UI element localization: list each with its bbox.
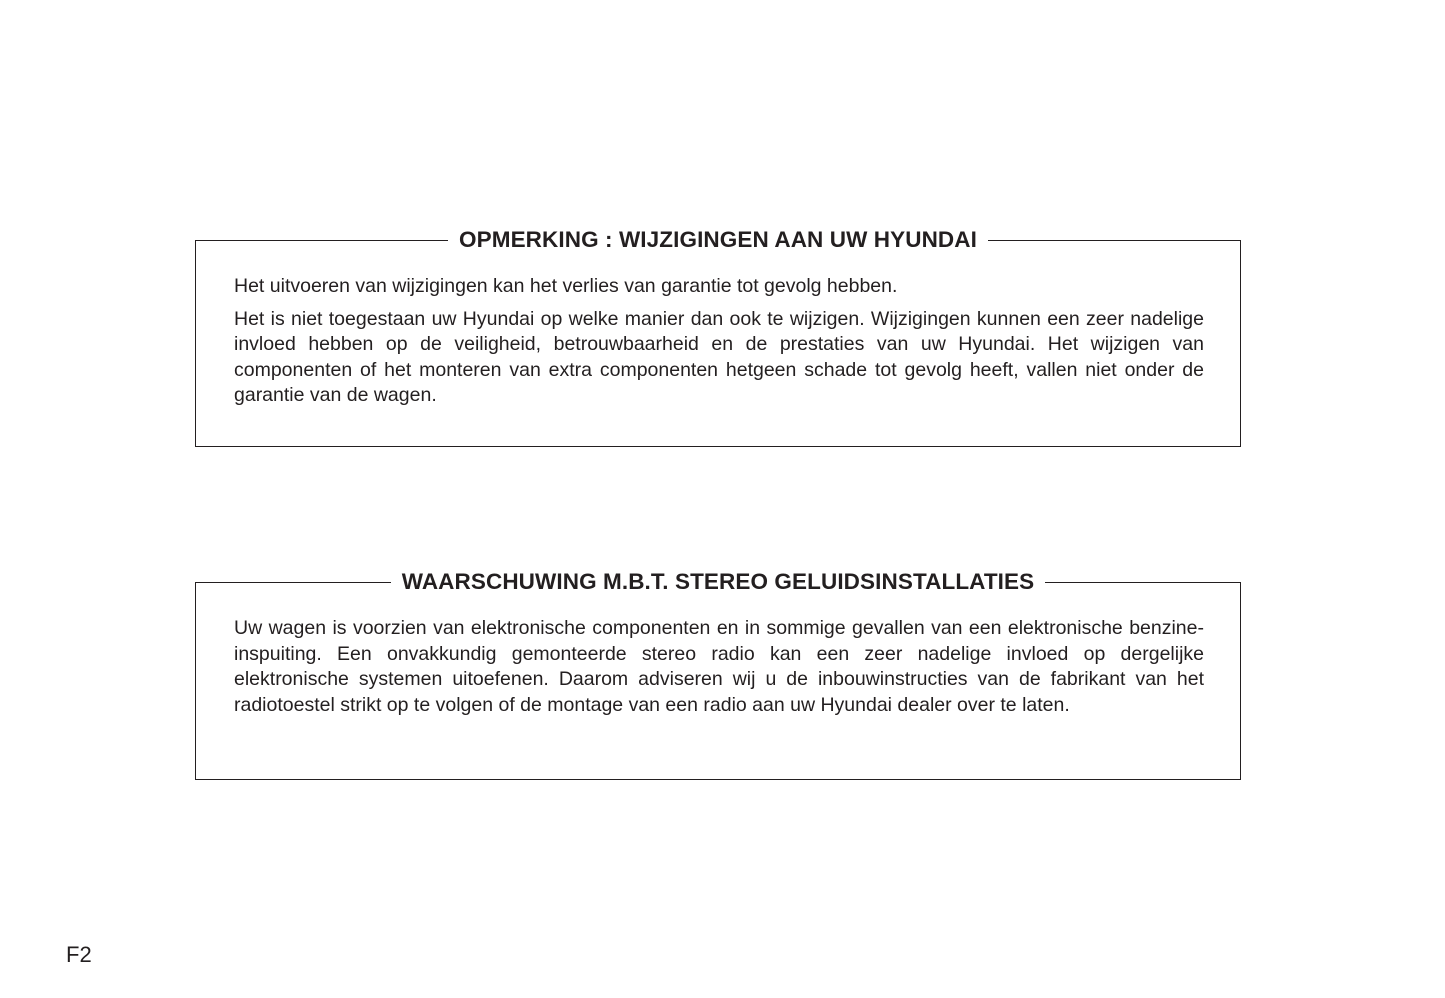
warning-title (196, 567, 1240, 597)
warning-title-text: WAARSCHUWING M.B.T. STEREO GELUIDSINSTALLATIES (391, 567, 1046, 597)
warning-paragraph: Uw wagen is voorzien van elektronische componenten en in sommige gevallen van een elektronische benzine-inspuiting. Een onvakkundig gemonteerde stereo radio kan een zeer nadelige invloed op dergelijke elektronische systemen uitoefenen. Daarom adviseren wij u de inbouwinstructies van de fabrikant van het radiotoestel strikt op te volgen of de montage van een radio aan uw Hyundai dealer over te laten. (234, 617, 1204, 716)
notice-body (234, 274, 1204, 409)
notice-paragraph: Het uitvoeren van wijzigingen kan het verlies van garantie tot gevolg hebben. (234, 275, 898, 297)
warning-body (234, 616, 1204, 718)
notice-title-text: OPMERKING : WIJZIGINGEN AAN UW HYUNDAI (448, 225, 988, 255)
notice-modifications (195, 227, 1241, 447)
page-number: F2 (66, 942, 92, 967)
notice-title (196, 225, 1240, 255)
warning-stereo-installations (195, 569, 1241, 780)
notice-paragraph: Het is niet toegestaan uw Hyundai op welke manier dan ook te wijzigen. Wijzigingen kunnen een zeer nadelige invloed hebben op de veiligheid, betrouwbaarheid en de prestaties van uw Hyundai. Het wijzigen van componenten of het monteren van extra componenten hetgeen schade tot gevolg heeft, vallen niet onder de garantie van de wagen. (234, 307, 1204, 406)
